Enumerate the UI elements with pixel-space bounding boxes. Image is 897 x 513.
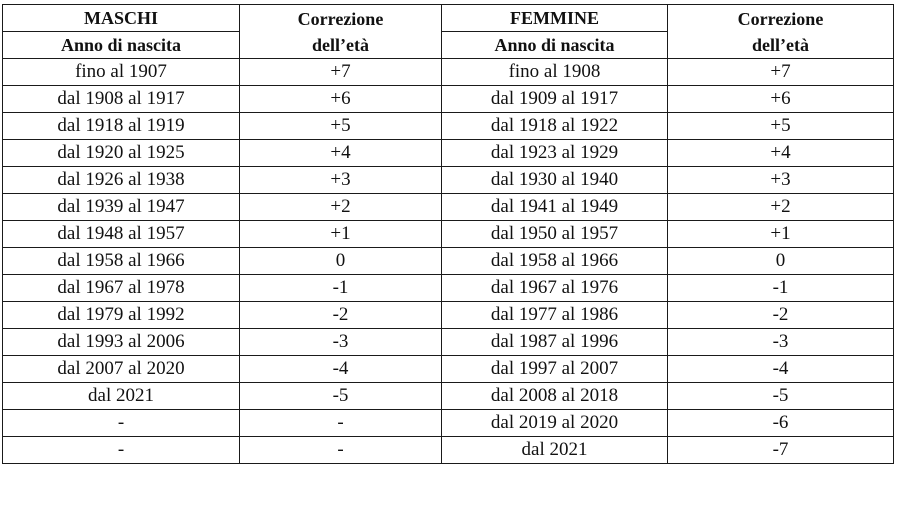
- male-birth-years-cell: dal 2021: [3, 383, 240, 410]
- male-correction-cell: -4: [240, 356, 442, 383]
- male-birth-years-cell: dal 1979 al 1992: [3, 302, 240, 329]
- male-correction-cell: +7: [240, 59, 442, 86]
- female-correction-cell: -5: [668, 383, 894, 410]
- female-birth-years-cell: dal 1923 al 1929: [442, 140, 668, 167]
- female-birth-years-cell: dal 1958 al 1966: [442, 248, 668, 275]
- male-correction-cell: +4: [240, 140, 442, 167]
- header-female-correction-line2: dell’età: [752, 34, 809, 55]
- male-birth-years-cell: dal 2007 al 2020: [3, 356, 240, 383]
- header-male-correction: [240, 5, 442, 59]
- male-birth-years-cell: dal 1967 al 1978: [3, 275, 240, 302]
- female-birth-years-cell: dal 1930 al 1940: [442, 167, 668, 194]
- female-correction-cell: -1: [668, 275, 894, 302]
- table-row: [3, 167, 894, 194]
- male-correction-cell: +1: [240, 221, 442, 248]
- female-correction-cell: +3: [668, 167, 894, 194]
- header-female: FEMMINE: [442, 5, 668, 32]
- female-birth-years-cell: fino al 1908: [442, 59, 668, 86]
- male-correction-cell: -1: [240, 275, 442, 302]
- female-correction-cell: +1: [668, 221, 894, 248]
- female-birth-years-cell: dal 1950 al 1957: [442, 221, 668, 248]
- female-birth-years-cell: dal 2008 al 2018: [442, 383, 668, 410]
- table-row: [3, 59, 894, 86]
- header-female-correction: [668, 5, 894, 59]
- male-birth-years-cell: -: [3, 410, 240, 437]
- female-correction-cell: -3: [668, 329, 894, 356]
- female-correction-cell: +7: [668, 59, 894, 86]
- female-correction-cell: +2: [668, 194, 894, 221]
- table-row: [3, 437, 894, 464]
- male-correction-cell: -3: [240, 329, 442, 356]
- header-male-correction-line2: dell’età: [312, 34, 369, 55]
- header-male-correction-line1: Correzione: [297, 8, 384, 29]
- table-body: [3, 59, 894, 464]
- male-correction-cell: -5: [240, 383, 442, 410]
- table-row: [3, 329, 894, 356]
- male-correction-cell: -: [240, 437, 442, 464]
- male-birth-years-cell: dal 1939 al 1947: [3, 194, 240, 221]
- male-birth-years-cell: dal 1926 al 1938: [3, 167, 240, 194]
- table-row: [3, 410, 894, 437]
- header-female-correction-line1: Correzione: [737, 8, 824, 29]
- table-header: [3, 5, 894, 59]
- male-birth-years-cell: dal 1948 al 1957: [3, 221, 240, 248]
- male-correction-cell: +3: [240, 167, 442, 194]
- female-birth-years-cell: dal 1987 al 1996: [442, 329, 668, 356]
- male-correction-cell: 0: [240, 248, 442, 275]
- table-row: [3, 302, 894, 329]
- table-row: [3, 248, 894, 275]
- male-birth-years-cell: dal 1920 al 1925: [3, 140, 240, 167]
- male-correction-cell: +5: [240, 113, 442, 140]
- female-birth-years-cell: dal 1977 al 1986: [442, 302, 668, 329]
- header-female-birth-year: Anno di nascita: [442, 32, 668, 59]
- female-correction-cell: -6: [668, 410, 894, 437]
- male-birth-years-cell: fino al 1907: [3, 59, 240, 86]
- header-male-birth-year: Anno di nascita: [3, 32, 240, 59]
- table-row: [3, 86, 894, 113]
- table-row: [3, 275, 894, 302]
- male-birth-years-cell: dal 1918 al 1919: [3, 113, 240, 140]
- female-birth-years-cell: dal 2021: [442, 437, 668, 464]
- female-birth-years-cell: dal 2019 al 2020: [442, 410, 668, 437]
- male-correction-cell: -: [240, 410, 442, 437]
- male-birth-years-cell: -: [3, 437, 240, 464]
- table-row: [3, 140, 894, 167]
- table-row: [3, 194, 894, 221]
- table-row: [3, 383, 894, 410]
- table-row: [3, 356, 894, 383]
- male-correction-cell: +6: [240, 86, 442, 113]
- male-birth-years-cell: dal 1908 al 1917: [3, 86, 240, 113]
- female-correction-cell: 0: [668, 248, 894, 275]
- female-birth-years-cell: dal 1967 al 1976: [442, 275, 668, 302]
- female-correction-cell: +4: [668, 140, 894, 167]
- male-correction-cell: +2: [240, 194, 442, 221]
- female-correction-cell: -4: [668, 356, 894, 383]
- female-correction-cell: +6: [668, 86, 894, 113]
- female-birth-years-cell: dal 1941 al 1949: [442, 194, 668, 221]
- female-birth-years-cell: dal 1997 al 2007: [442, 356, 668, 383]
- female-correction-cell: +5: [668, 113, 894, 140]
- table-row: [3, 221, 894, 248]
- female-correction-cell: -7: [668, 437, 894, 464]
- male-birth-years-cell: dal 1993 al 2006: [3, 329, 240, 356]
- female-birth-years-cell: dal 1918 al 1922: [442, 113, 668, 140]
- male-correction-cell: -2: [240, 302, 442, 329]
- male-birth-years-cell: dal 1958 al 1966: [3, 248, 240, 275]
- female-birth-years-cell: dal 1909 al 1917: [442, 86, 668, 113]
- table-row: [3, 113, 894, 140]
- header-male: MASCHI: [3, 5, 240, 32]
- age-correction-table: [2, 4, 894, 464]
- female-correction-cell: -2: [668, 302, 894, 329]
